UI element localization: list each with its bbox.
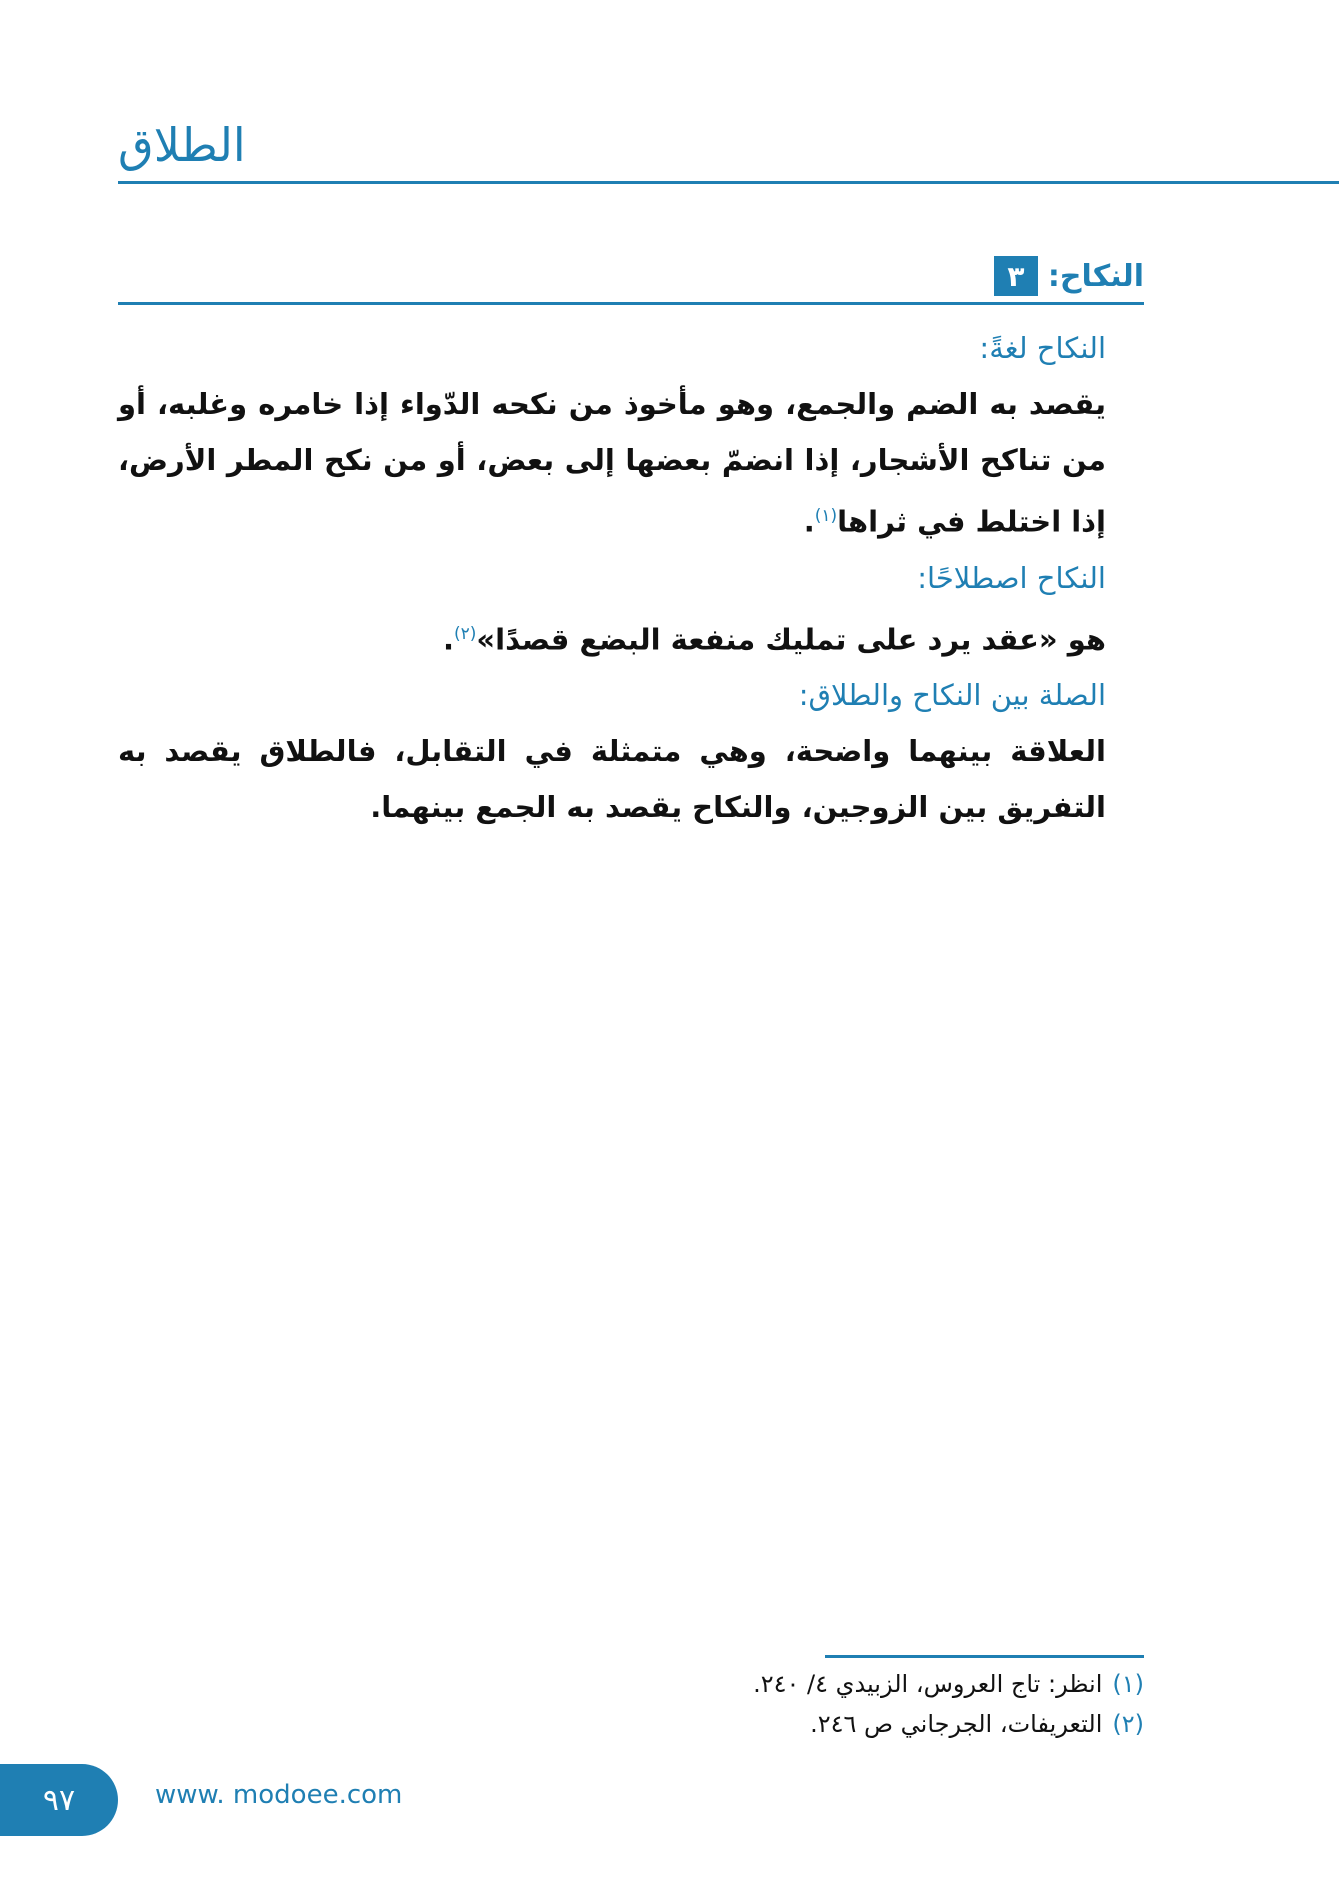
section-number-badge: ٣ (994, 256, 1038, 296)
page-number: ٩٧ (42, 1782, 76, 1818)
footnote-divider (825, 1655, 1144, 1658)
paragraph-linguistic-text: يقصد به الضم والجمع، وهو مأخوذ من نكحه الدّواء إذا خامره وغلبه، أو من تناكح الأشجار، إذا انضمّ بعضها إلى بعض، أو من نكح المطر الأرض، إذا اختلط في ثراها (118, 387, 1106, 539)
section-title: النكاح: (1047, 258, 1144, 294)
footnote-number: (١) (1112, 1670, 1144, 1698)
section-divider (118, 302, 1144, 305)
footnote-item (500, 1664, 1144, 1704)
paragraph-technical (118, 606, 1144, 668)
header-divider (118, 181, 1339, 184)
section-heading (994, 256, 1144, 296)
footnote-ref-1[interactable]: (١) (814, 506, 838, 526)
footnote-text: التعريفات، الجرجاني ص ٢٤٦. (810, 1710, 1103, 1738)
footnote-text: انظر: تاج العروس، الزبيدي ٤/ ٢٤٠. (753, 1670, 1103, 1698)
subheading-technical: النكاح اصطلاحًا: (917, 560, 1106, 595)
footnote-number: (٢) (1112, 1710, 1144, 1738)
footnote-item (500, 1704, 1144, 1744)
footnote-ref-2[interactable]: (٢) (453, 623, 477, 644)
paragraph-relation: العلاقة بينهما واضحة، وهي متمثلة في التقابل، فالطلاق يقصد به التفريق بين الزوجين، والنكاح يقصد به الجمع بينهما. (118, 734, 1106, 825)
footnotes (500, 1664, 1144, 1744)
subheading-relation: الصلة بين النكاح والطلاق: (798, 678, 1106, 713)
page-number-badge (0, 1764, 118, 1836)
paragraph-technical-text: هو «عقد يرد على تمليك منفعة البضع قصدًا» (476, 622, 1106, 657)
website-link[interactable]: www. modoee.com (155, 1780, 403, 1810)
main-content (118, 320, 1144, 835)
paragraph-linguistic (118, 376, 1144, 550)
subheading-linguistic: النكاح لغةً: (979, 331, 1106, 365)
paragraph-linguistic-end: . (803, 504, 815, 539)
page-header-title: الطلاق (118, 118, 246, 172)
paragraph-technical-end: . (442, 622, 454, 657)
